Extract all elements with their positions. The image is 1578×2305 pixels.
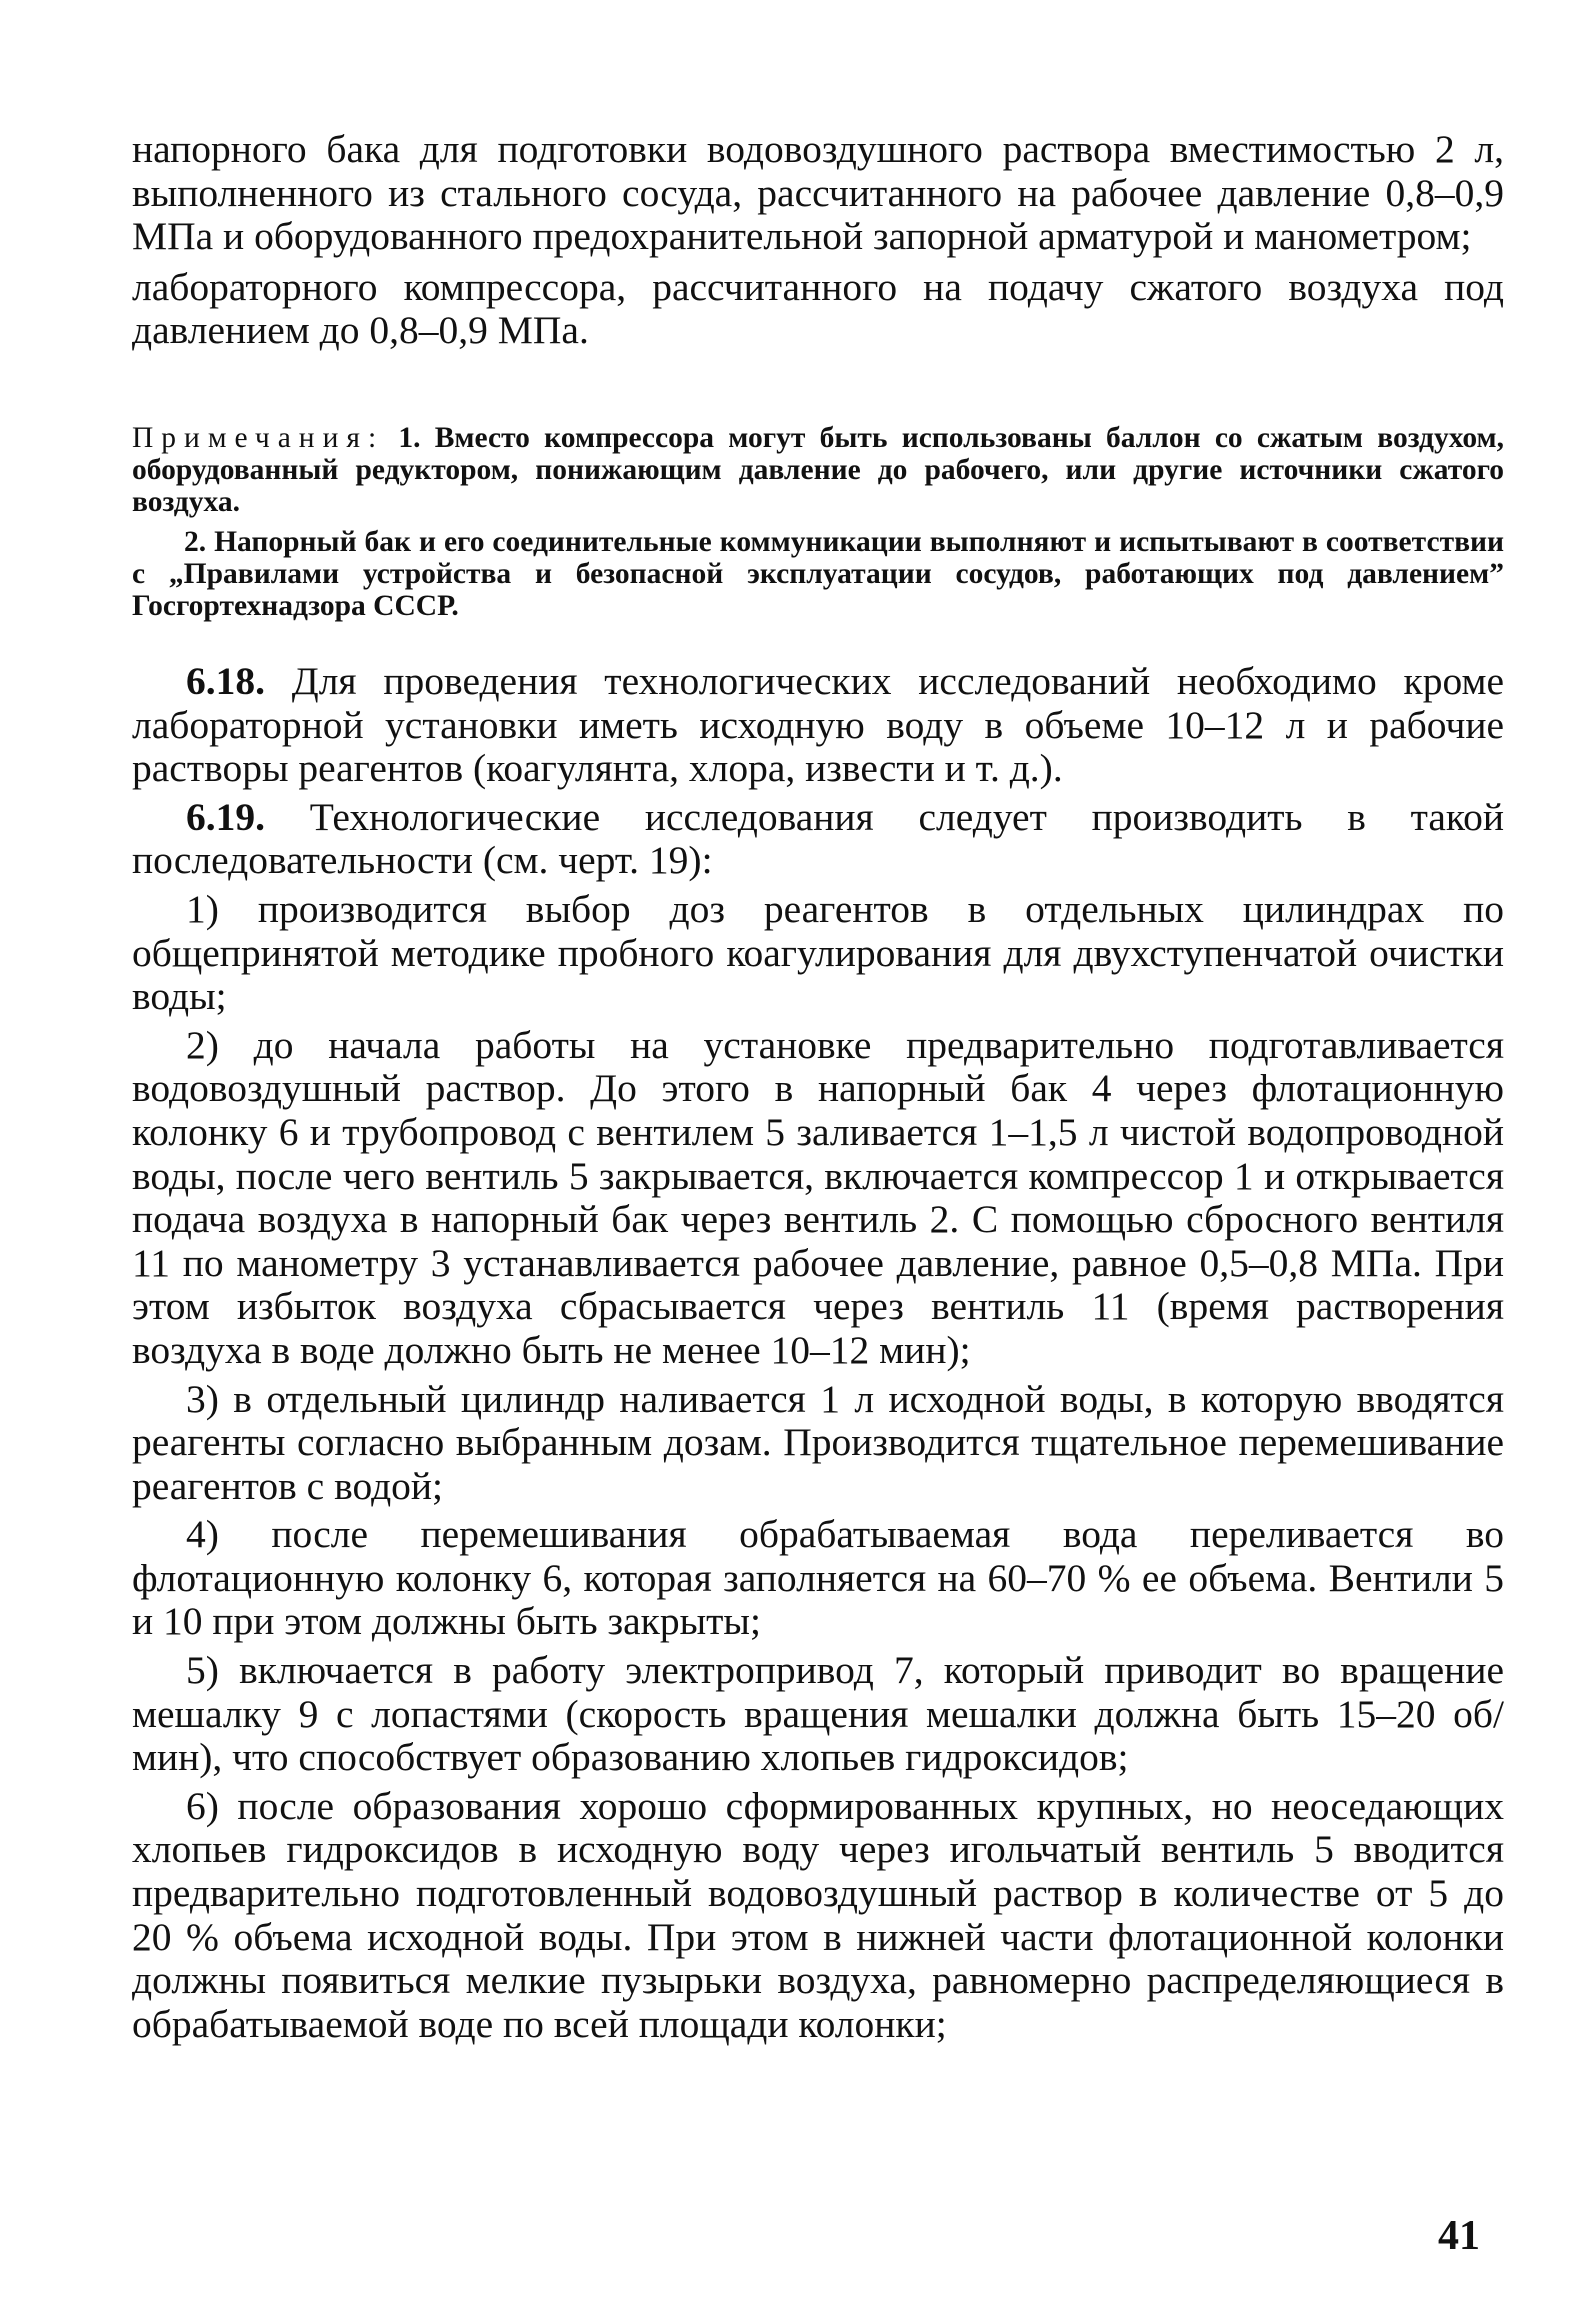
notes-label: Примечания:	[132, 422, 385, 454]
paragraph-tank: напорного бака для подготовки водовоздушного раствора вместимостью 2 л, выполненного из стального сосуда, рассчитанного на рабочее давление 0,8–0,9 МПа и оборудованного предохранительной запорной арматурой и манометром;	[132, 127, 1504, 259]
section-6-19-text: Технологические исследования следует производить в такой последовательности (см. черт. 19):	[132, 794, 1504, 883]
section-6-19-number: 6.19.	[186, 794, 265, 839]
page-number: 41	[1438, 2213, 1480, 2259]
sections-block	[132, 660, 1504, 2046]
note-1	[132, 422, 1504, 518]
section-6-18-text: Для проведения технологических исследований необходимо кроме лабораторной установки иметь исходную воду в объеме 10–12 л и рабочие растворы реагентов (коагулянта, хлора, извести и т. д.).	[132, 659, 1504, 791]
step-4: 4) после перемешивания обрабатываемая вода переливается во флотационную колонку 6, которая заполняется на 60–70 % ее объема. Вентили 5 и 10 при этом должны быть закрыты;	[132, 1512, 1504, 1644]
step-5: 5) включается в работу электропривод 7, который приводит во вращение мешалку 9 с лопастями (скорость вращения мешалки должна быть 15–20 об/мин), что способствует образованию хлопьев гидроксидов;	[132, 1648, 1504, 1780]
step-1: 1) производится выбор доз реагентов в отдельных цилиндрах по общепринятой методике пробного коагулирования для двухступенчатой очистки воды;	[132, 886, 1504, 1019]
section-6-18	[132, 660, 1504, 791]
step-2: 2) до начала работы на установке предварительно подготавливается водовоздушный раствор. До этого в напорный бак 4 через флотационную колонку 6 и трубопровод с вентилем 5 заливается 1–1,5 л чистой водопроводной воды, после чего вентиль 5 закрывается, включается компрессор 1 и открывается подача воздуха в напорный бак через вентиль 2. С помощью сбросного вентиля 11 по манометру 3 устанавливается рабочее давление, равное 0,5–0,8 МПа. При этом избыток воздуха сбрасывается через вентиль 11 (время растворения воздуха в воде должно быть не менее 10–12 мин);	[132, 1022, 1504, 1372]
paragraph-compressor: лабораторного компрессора, рассчитанного на подачу сжатого воздуха под давлением до 0,8–0,9 МПа.	[132, 264, 1504, 353]
note-2: 2. Напорный бак и его соединительные коммуникации выполняют и испытывают в соответствии с „Правилами устройства и безопасной эксплуатации сосудов, работающих под давлением” Госгортехнадзора СССР.	[132, 526, 1504, 622]
section-6-18-number: 6.18.	[186, 659, 265, 703]
step-3: 3) в отдельный цилиндр наливается 1 л исходной воды, в которую вводятся реагенты согласно выбранным дозам. Производится тщательное перемешивание реагентов с водой;	[132, 1376, 1504, 1508]
section-6-19	[132, 796, 1504, 883]
top-paragraphs	[132, 128, 1504, 353]
notes-block	[132, 422, 1504, 622]
note-1-text: 1. Вместо компрессора могут быть использованы баллон со сжатым воздухом, оборудованный редуктором, понижающим давление до рабочего, или другие источники сжатого воздуха.	[132, 422, 1505, 518]
step-6: 6) после образования хорошо сформированных крупных, но неоседающих хлопьев гидроксидов в исходную воду через игольчатый вентиль 5 вводится предварительно подготовленный водовоздушный раствор в количестве от 5 до 20 % объема исходной воды. При этом в нижней части флотационной колонки должны появиться мелкие пузырьки воздуха, равномерно распределяющиеся в обрабатываемой воде по всей площади колонки;	[132, 1783, 1504, 2046]
